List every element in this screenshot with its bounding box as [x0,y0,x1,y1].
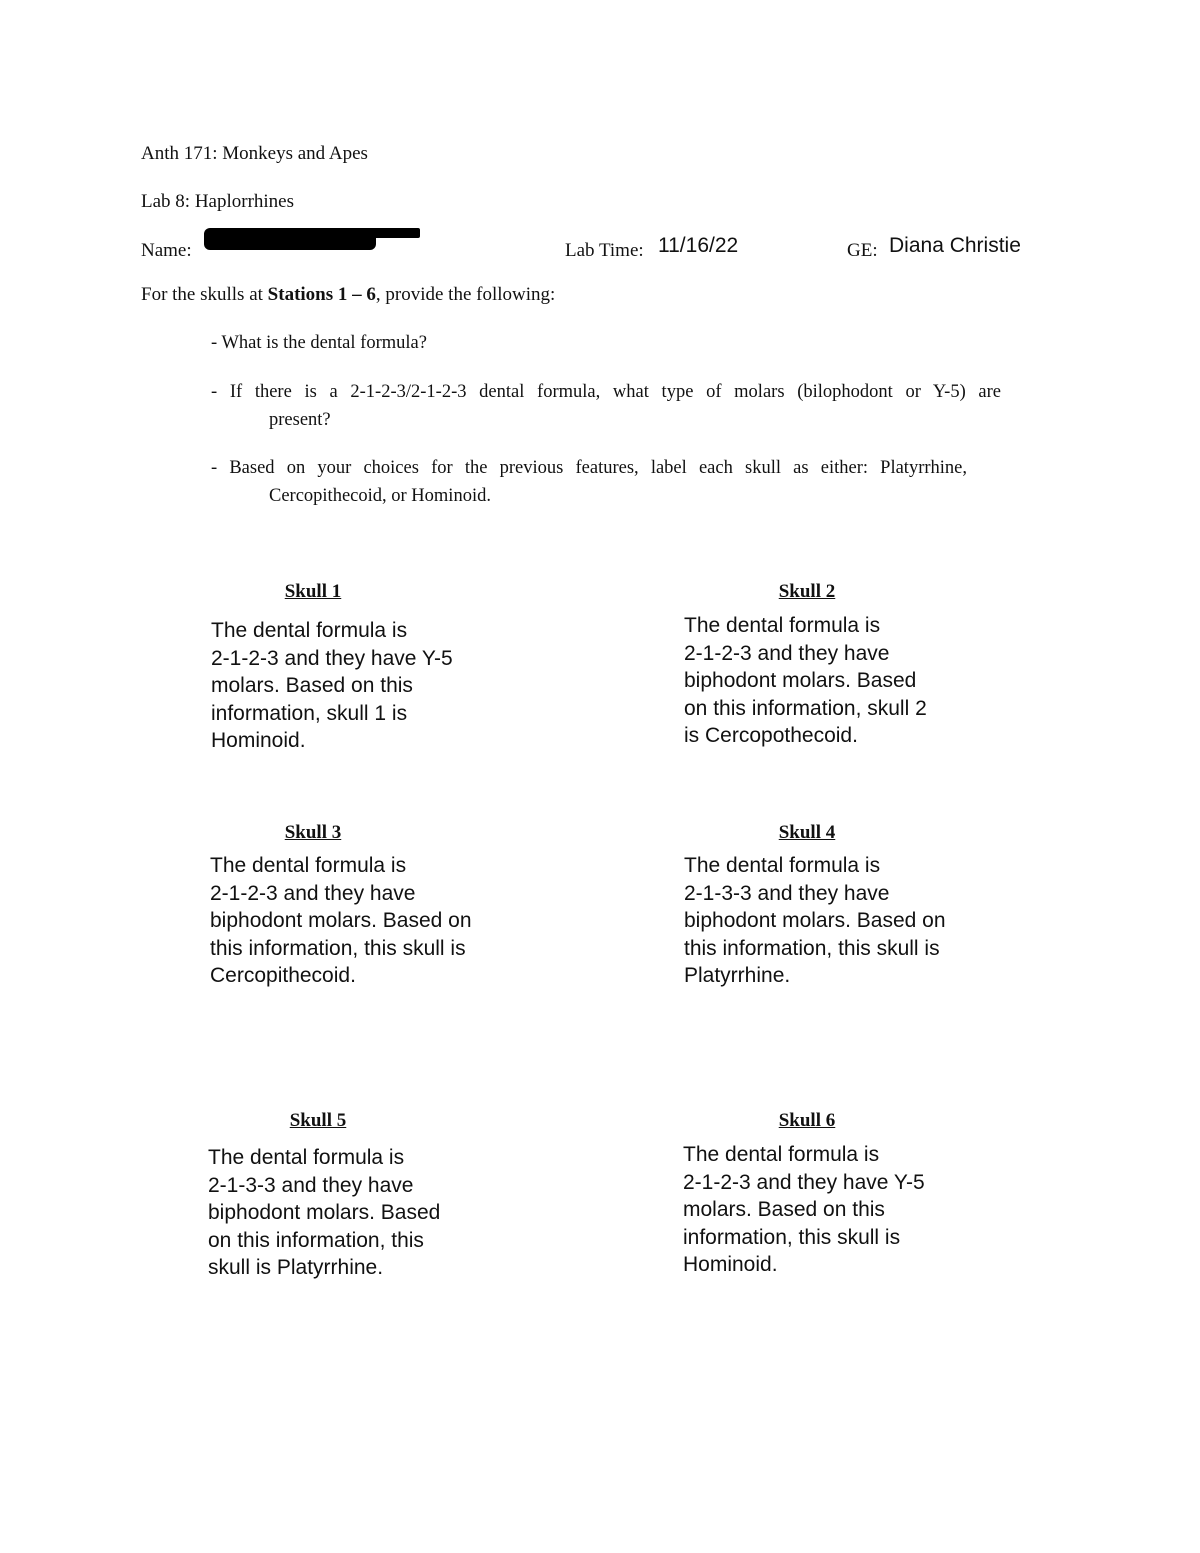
bullet-text-continued: present? [269,410,331,430]
skull-2-answer [684,612,927,750]
skull-5-title: Skull 5 [289,1110,347,1131]
skull-5-answer [208,1144,440,1282]
skull-6-title: Skull 6 [778,1110,836,1131]
answer-line: this information, this skull is [684,936,940,960]
answer-line: 2-1-2-3 and they have [210,881,416,905]
answer-line: The dental formula is [208,1146,405,1169]
answer-line: biphodont molars. Based [684,669,917,692]
skull-4-answer [684,852,946,990]
skull-2-title: Skull 2 [778,581,836,602]
answer-line: 2-1-3-3 and they have [684,881,890,905]
instruction-bullet-1 [211,329,427,357]
bullet-text-continued: Cercopithecoid, or Hominoid. [269,486,491,506]
answer-line: The dental formula is [684,854,881,877]
bullet-text: - What is the dental formula? [211,333,427,353]
answer-line: this information, this skull is [210,936,466,960]
intro-suffix: , provide the following: [375,284,556,305]
answer-line: on this information, skull 2 [684,696,927,720]
bullet-text: - Based on your choices for the previous features, label each skull as either: Platyrrhine, [211,458,967,478]
answer-line: The dental formula is [683,1143,880,1166]
answer-line: 2-1-2-3 and they have Y-5 [211,646,453,670]
answer-line: biphodont molars. Based on [210,909,472,932]
skull-3-answer [210,852,472,990]
answer-line: Cercopithecoid. [210,964,356,987]
lab-time-label: Lab Time: [565,240,644,261]
answer-line: molars. Based on this [683,1198,885,1221]
answer-line: biphodont molars. Based on [684,909,946,932]
instructions-intro [141,284,555,306]
answer-line: The dental formula is [211,619,408,642]
answer-line: on this information, this [208,1228,424,1252]
lab-title: Lab 8: Haplorrhines [141,191,295,212]
answer-line: Hominoid. [683,1253,778,1276]
answer-line: information, skull 1 is [211,701,408,725]
ge-label: GE: [847,240,878,261]
answer-line: information, this skull is [683,1225,901,1249]
intro-stations: Stations 1 – 6 [267,284,376,305]
answer-line: is Cercopothecoid. [684,724,858,747]
answer-line: 2-1-2-3 and they have Y-5 [683,1170,925,1194]
answer-line: molars. Based on this [211,674,413,697]
lab-time-value: 11/16/22 [658,234,739,257]
instruction-bullet-3 [211,454,967,510]
skull-1-title: Skull 1 [284,581,342,602]
answer-line: 2-1-2-3 and they have [684,641,890,665]
bullet-text: - If there is a 2-1-2-3/2-1-2-3 dental formula, what type of molars (bilophodont or Y-5) are [211,382,1001,402]
name-label: Name: [141,240,192,261]
answer-line: The dental formula is [210,854,407,877]
intro-prefix: For the skulls at [141,284,268,305]
skull-6-answer [683,1141,925,1279]
answer-line: 2-1-3-3 and they have [208,1173,414,1197]
instruction-bullet-2 [211,378,1001,434]
answer-line: skull is Platyrrhine. [208,1256,384,1279]
answer-line: Platyrrhine. [684,964,791,987]
course-title: Anth 171: Monkeys and Apes [141,143,368,164]
skull-4-title: Skull 4 [778,822,836,843]
answer-line: biphodont molars. Based [208,1201,441,1224]
skull-3-title: Skull 3 [284,822,342,843]
skull-1-answer [211,617,453,755]
ge-value: Diana Christie [889,234,1021,257]
answer-line: The dental formula is [684,614,881,637]
answer-line: Hominoid. [211,729,306,752]
